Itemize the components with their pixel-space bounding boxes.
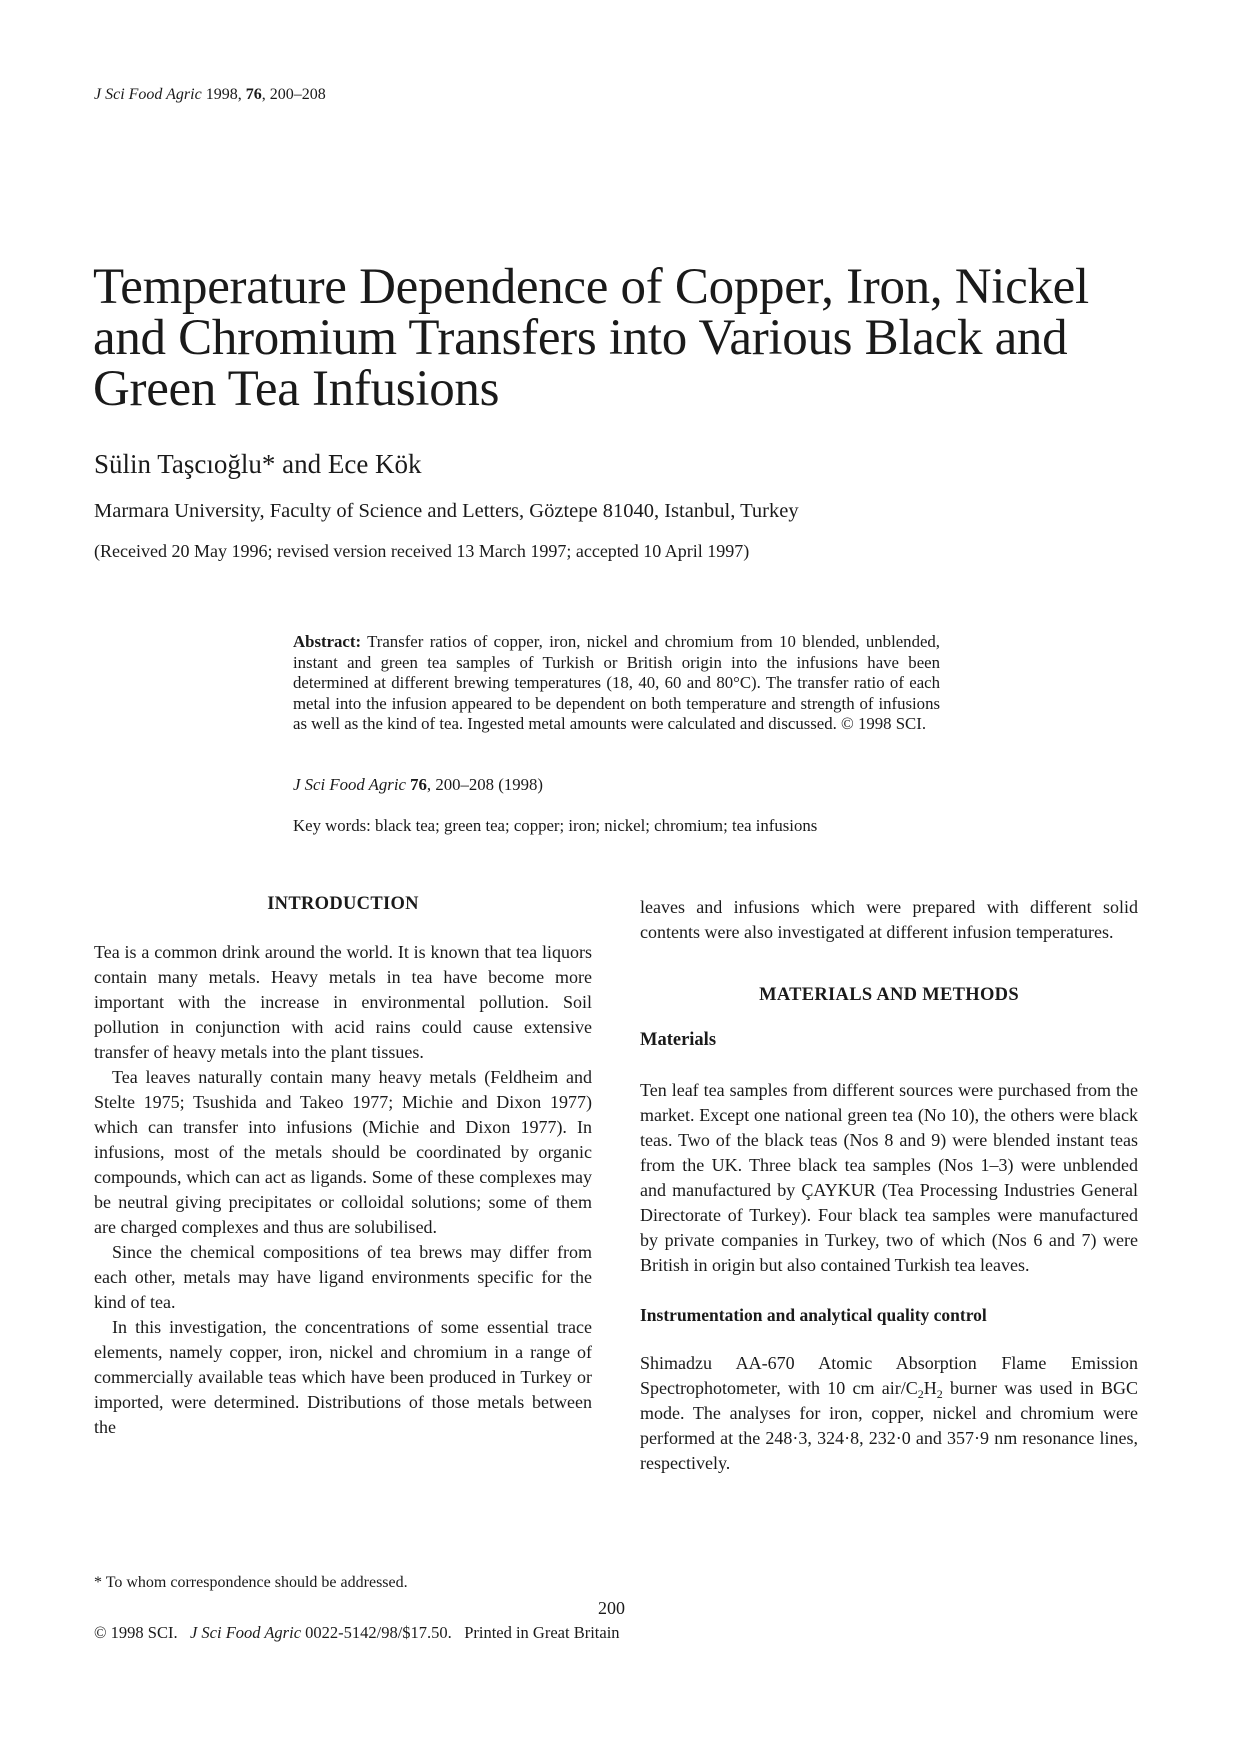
instr-text-b: burner was used in BGC mode. The analyses for iron, copper, nickel and chromium were performed at the 248·3, 324·8, 232·0 and 357·9 nm resonance lines, respectively. [640,1378,1138,1473]
intro-paragraph-2: Tea leaves naturally contain many heavy metals (Feldheim and Stelte 1975; Tsushida and Takeo 1977; Michie and Dixon 1977) which can transfer into infusions (Michie and Dixon 1977). In infusions, most of the metals should be coordinated by organic compounds, which can act as ligands. Some of these complexes may be neutral giving precipitates or colloidal solutions; some of them are charged complexes and thus are solubilised. [94,1067,592,1237]
abstract [293,632,940,735]
footnote: * To whom correspondence should be addressed. [94,1574,408,1591]
article-title: Temperature Dependence of Copper, Iron, Nickel and Chromium Transfers into Various Black and Green Tea Infusions [93,259,1089,417]
intro-paragraph-3: Since the chemical compositions of tea brews may differ from each other, metals may have ligand environments specific for the kind of tea. [94,1242,592,1312]
page-number: 200 [598,1598,625,1618]
citation [293,775,543,795]
instr-text-h: H [923,1378,937,1398]
left-column [94,894,592,1440]
intro-paragraph-4: In this investigation, the concentrations of some essential trace elements, namely copper, iron, nickel and chromium in a range of commercially available teas which have been produced in Turkey or imported, were determined. Distributions of those metals between the [94,1317,592,1437]
citation-volume: 76 [410,775,427,794]
footer-issn: 0022-5142/98/$17.50. [301,1623,452,1642]
instrumentation-heading: Instrumentation and analytical quality control [640,1305,987,1325]
subscript-2b: 2 [936,1387,943,1401]
abstract-label: Abstract: [293,632,362,651]
materials-heading: Materials [640,1030,717,1050]
right-column [640,895,1138,1476]
materials-methods-heading: MATERIALS AND METHODS [759,985,1019,1005]
footer-journal: J Sci Food Agric [189,1623,302,1642]
running-head-pages: , 200–208 [261,86,326,103]
citation-journal: J Sci Food Agric [293,775,406,794]
instrumentation-paragraph [640,1351,1138,1476]
introduction-heading: INTRODUCTION [267,894,419,914]
subscript-2a: 2 [917,1387,924,1401]
intro-paragraph-1: Tea is a common drink around the world. It is known that tea liquors contain many metals. Heavy metals in tea have become more important with the increase in environmental pollution. Soil pollution in conjunction with acid rains could cause extensive transfer of heavy metals into the plant tissues. [94,942,592,1062]
running-head-volume: 76 [245,86,262,103]
keywords: Key words: black tea; green tea; copper; iron; nickel; chromium; tea infusions [293,816,818,835]
received-dates: (Received 20 May 1996; revised version received 13 March 1997; accepted 10 April 1997) [94,541,750,561]
footer-printed: Printed in Great Britain [464,1623,620,1642]
intro-paragraph-5: leaves and infusions which were prepared with different solid contents were also investigated at different infusion temperatures. [640,897,1138,942]
running-head [94,86,326,104]
footer [94,1623,620,1643]
instr-text-a: Shimadzu AA-670 Atomic Absorption Flame Emission Spectrophotometer, with 10 cm air/C [640,1353,1138,1398]
affiliation: Marmara University, Faculty of Science and Letters, Göztepe 81040, Istanbul, Turkey [94,500,799,522]
footer-copyright: © 1998 SCI. [94,1623,178,1642]
authors: Sülin Taşcıoğlu* and Ece Kök [94,449,422,479]
citation-rest: , 200–208 (1998) [426,775,543,794]
materials-paragraph: Ten leaf tea samples from different sources were purchased from the market. Except one national green tea (No 10), the others were black teas. Two of the black teas (Nos 8 and 9) were blended instant teas from the UK. Three black tea samples (Nos 1–3) were unblended and manufactured by ÇAYKUR (Tea Processing Industries General Directorate of Turkey). Four black tea samples were manufactured by private companies in Turkey, two of which (Nos 6 and 7) were British in origin but also contained Turkish tea leaves. [640,1080,1138,1275]
abstract-text: Transfer ratios of copper, iron, nickel and chromium from 10 blended, unblended, instant and green tea samples of Turkish or British origin into the infusions have been determined at different brewing temperatures (18, 40, 60 and 80°C). The transfer ratio of each metal into the infusion appeared to be dependent on both temperature and strength of infusions as well as the kind of tea. Ingested metal amounts were calculated and discussed. © 1998 SCI. [293,632,940,733]
running-head-year: 1998, [201,86,246,103]
running-head-journal: J Sci Food Agric [94,86,202,103]
